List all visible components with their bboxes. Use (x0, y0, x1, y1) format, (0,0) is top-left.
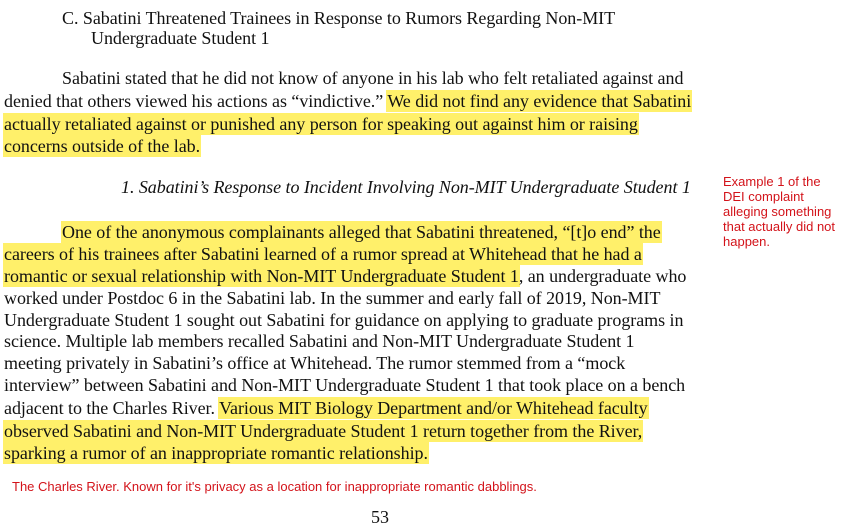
highlighted-finding-text: We did not find any evidence that Sabatini (387, 91, 692, 111)
paragraph-2-line-9 (4, 397, 648, 419)
paragraph-1-line-2 (4, 90, 691, 112)
paragraph-2-line-1 (62, 221, 661, 243)
highlighted-observation-text: Various MIT Biology Department and/or Whitehead faculty (219, 398, 648, 418)
paragraph-2-line-8: interview” between Sabatini and Non-MIT Undergraduate Student 1 that took place on a bench (4, 375, 686, 395)
page-number: 53 (371, 507, 389, 527)
side-annotation-line: alleging something (723, 204, 832, 219)
paragraph-2-line-10 (4, 420, 642, 442)
side-annotation-line: that actually did not (723, 219, 836, 234)
side-annotation (723, 174, 835, 249)
paragraph-2-line-2 (4, 243, 642, 265)
paragraph-2-line-9-text: adjacent to the Charles River. (4, 398, 220, 418)
highlighted-allegation-text: One of the anonymous complainants alleged that Sabatini threatened, “[t]o end” the (62, 222, 661, 242)
paragraph-2-line-6: science. Multiple lab members recalled Sabatini and Non-MIT Undergraduate Student 1 (4, 331, 635, 351)
side-annotation-line: DEI complaint (723, 189, 804, 204)
side-annotation-line: happen. (723, 234, 770, 249)
highlighted-observation-text: observed Sabatini and Non-MIT Undergraduate Student 1 return together from the River, (4, 421, 643, 441)
paragraph-1-line-2-text: denied that others viewed his actions as “vindictive.” (4, 91, 388, 111)
highlighted-finding-text: concerns outside of the lab. (4, 136, 201, 156)
section-heading-line-1: C. Sabatini Threatened Trainees in Response to Rumors Regarding Non-MIT (62, 8, 616, 28)
highlighted-allegation-text: romantic or sexual relationship with Non-MIT Undergraduate Student 1 (4, 266, 519, 286)
paragraph-2-line-4: worked under Postdoc 6 in the Sabatini lab. In the summer and early fall of 2019, Non-MIT (4, 288, 661, 308)
paragraph-1-line-4 (4, 135, 200, 157)
paragraph-1-line-1: Sabatini stated that he did not know of anyone in his lab who felt retaliated against and (62, 68, 684, 88)
subheading: 1. Sabatini’s Response to Incident Involving Non-MIT Undergraduate Student 1 (121, 177, 691, 197)
bottom-annotation: The Charles River. Known for it's privacy as a location for inappropriate romantic dabblings. (12, 479, 537, 494)
paragraph-2-line-11 (4, 442, 428, 464)
paragraph-1-line-3 (4, 113, 638, 135)
paragraph-2-line-3 (4, 265, 686, 287)
paragraph-2-line-5: Undergraduate Student 1 sought out Sabatini for guidance on applying to graduate programs in (4, 310, 684, 330)
highlighted-observation-text: sparking a rumor of an inappropriate romantic relationship. (4, 443, 428, 463)
section-heading-line-2: Undergraduate Student 1 (91, 28, 270, 48)
paragraph-2-line-7: meeting privately in Sabatini’s office at Whitehead. The rumor stemmed from a “mock (4, 353, 626, 373)
side-annotation-line: Example 1 of the (723, 174, 821, 189)
highlighted-allegation-text: careers of his trainees after Sabatini learned of a rumor spread at Whitehead that he had a (4, 244, 642, 264)
highlighted-finding-text: actually retaliated against or punished any person for speaking out against him or raising (4, 114, 638, 134)
paragraph-2-line-3-text: , an undergraduate who (518, 266, 687, 286)
